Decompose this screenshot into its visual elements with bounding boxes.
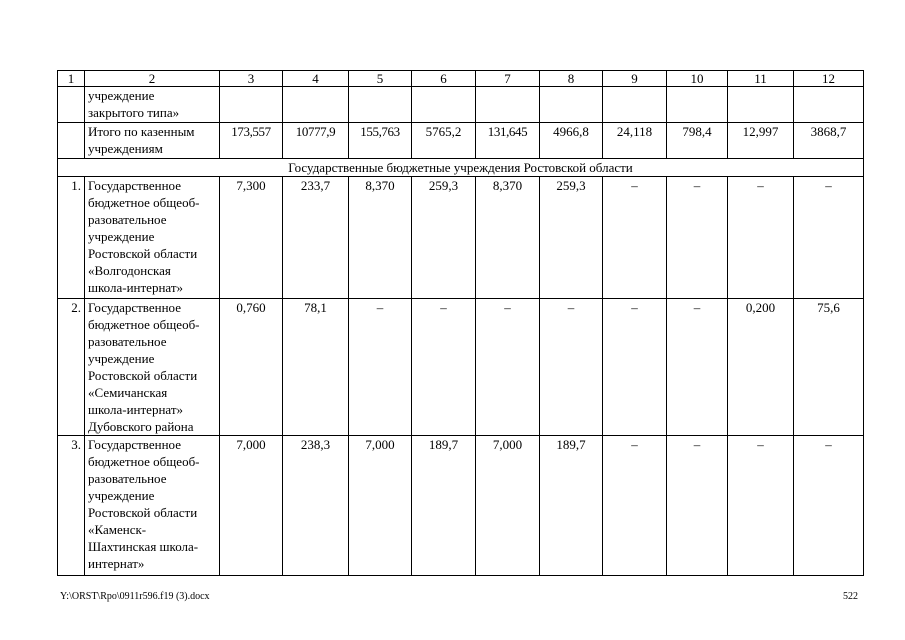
institution-name-cell: учреждение закрытого типа» [85,87,220,123]
column-header: 3 [220,71,283,87]
value-cell: – [667,177,728,299]
value-cell: 24,118 [603,123,667,159]
value-cell: 5765,2 [412,123,476,159]
institution-name-cell: Итого по казенным учреждениям [85,123,220,159]
value-cell: 173,557 [220,123,283,159]
value-cell [220,87,283,123]
value-cell: 7,300 [220,177,283,299]
institution-name-cell: Государственное бюджетное общеоб- разовательное учреждение Ростовской области «Семичанская школа-интернат» Дубовского района [85,299,220,436]
value-cell: – [728,436,794,576]
value-cell: 7,000 [220,436,283,576]
budget-table [57,70,864,576]
value-cell: – [794,177,864,299]
column-header: 10 [667,71,728,87]
value-cell: 131,645 [476,123,540,159]
value-cell: 7,000 [349,436,412,576]
column-header: 9 [603,71,667,87]
value-cell: 233,7 [283,177,349,299]
value-cell [794,87,864,123]
row-number-cell [58,87,85,123]
value-cell [476,87,540,123]
column-header: 2 [85,71,220,87]
value-cell: 4966,8 [540,123,603,159]
column-header: 12 [794,71,864,87]
value-cell: 75,6 [794,299,864,436]
table-row [58,123,864,159]
value-cell: 78,1 [283,299,349,436]
value-cell: 8,370 [349,177,412,299]
section-row [58,159,864,177]
value-cell: 189,7 [540,436,603,576]
value-cell: – [603,299,667,436]
value-cell: 7,000 [476,436,540,576]
table-row [58,436,864,576]
value-cell [603,87,667,123]
column-header: 8 [540,71,603,87]
value-cell: 0,200 [728,299,794,436]
value-cell: – [540,299,603,436]
column-header: 7 [476,71,540,87]
value-cell: 0,760 [220,299,283,436]
value-cell: – [349,299,412,436]
value-cell: 8,370 [476,177,540,299]
footer-page-number: 522 [843,591,858,602]
table-row [58,299,864,436]
value-cell: – [476,299,540,436]
value-cell [540,87,603,123]
value-cell: – [794,436,864,576]
value-cell [667,87,728,123]
column-header: 6 [412,71,476,87]
value-cell: 12,997 [728,123,794,159]
value-cell: 238,3 [283,436,349,576]
value-cell: 189,7 [412,436,476,576]
institution-name-cell: Государственное бюджетное общеоб- разовательное учреждение Ростовской области «Каменск- Шахтинская школа- интернат» [85,436,220,576]
value-cell [728,87,794,123]
table-row [58,87,864,123]
value-cell: – [412,299,476,436]
institution-name-cell: Государственное бюджетное общеоб- разовательное учреждение Ростовской области «Волгодонская школа-интернат» [85,177,220,299]
footer-file-path: Y:\ORST\Rpo\0911r596.f19 (3).docx [60,591,210,602]
value-cell: 3868,7 [794,123,864,159]
row-number-cell: 2. [58,299,85,436]
value-cell: – [667,299,728,436]
column-header: 5 [349,71,412,87]
value-cell [283,87,349,123]
value-cell: 10777,9 [283,123,349,159]
column-header: 1 [58,71,85,87]
value-cell [349,87,412,123]
row-number-cell [58,123,85,159]
value-cell: – [603,177,667,299]
value-cell: 798,4 [667,123,728,159]
value-cell: 155,763 [349,123,412,159]
value-cell: – [667,436,728,576]
value-cell: 259,3 [412,177,476,299]
header-row [58,71,864,87]
table-body [58,71,864,576]
value-cell [412,87,476,123]
column-header: 4 [283,71,349,87]
column-header: 11 [728,71,794,87]
row-number-cell: 3. [58,436,85,576]
section-title: Государственные бюджетные учреждения Ростовской области [58,159,864,177]
table-row [58,177,864,299]
value-cell: 259,3 [540,177,603,299]
row-number-cell: 1. [58,177,85,299]
value-cell: – [603,436,667,576]
value-cell: – [728,177,794,299]
